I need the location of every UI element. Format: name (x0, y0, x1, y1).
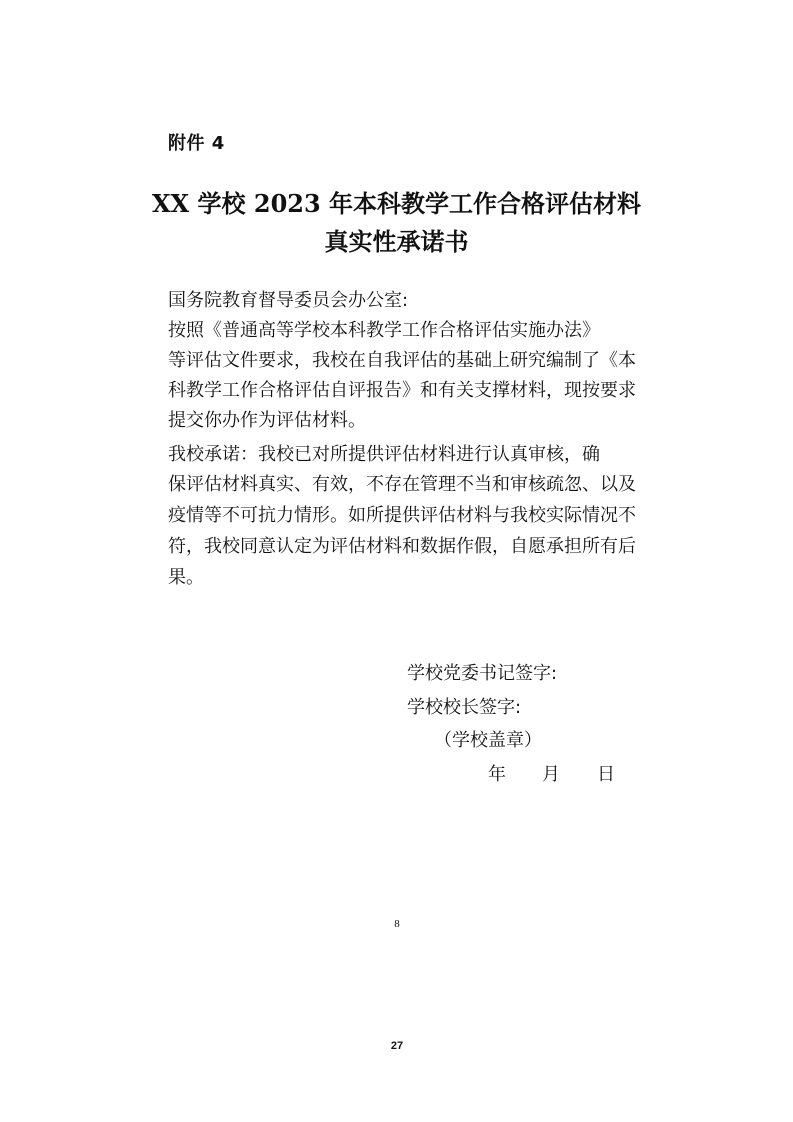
body-paragraph-line: 果。 (168, 567, 204, 588)
addressee-line: 国务院教育督导委员会办公室: (168, 290, 409, 311)
body-paragraph-line: 科教学工作合格评估自评报告》和有关支撑材料，现按要求 (168, 380, 636, 401)
document-title-line-2: 真实性承诺书 (324, 227, 469, 256)
document-title-line-1: XX 学校 2023 年本科教学工作合格评估材料 (151, 189, 642, 218)
party-secretary-signature-label: 学校党委书记签字: (407, 663, 558, 684)
date-year-label: 年 (488, 764, 506, 785)
body-paragraph-line: 我校承诺：我校已对所提供评估材料进行认真审核，确 (168, 444, 600, 465)
date-day-label: 日 (597, 764, 615, 785)
body-paragraph-line: 符，我校同意认定为评估材料和数据作假，自愿承担所有后 (168, 536, 636, 557)
body-paragraph-line: 保评估材料真实、有效，不存在管理不当和审核疏忽、以及 (168, 474, 636, 495)
body-paragraph-line: 提交你办作为评估材料。 (168, 410, 366, 431)
inner-page-number: 8 (394, 918, 400, 930)
body-paragraph-line: 疫情等不可抗力情形。如所提供评估材料与我校实际情况不 (168, 505, 636, 526)
attachment-label: 附件 4 (168, 133, 225, 154)
school-seal-label: （学校盖章） (434, 730, 542, 751)
body-paragraph-line: 按照《普通高等学校本科教学工作合格评估实施办法》 (168, 320, 600, 341)
outer-page-number: 27 (390, 1040, 404, 1052)
date-month-label: 月 (542, 764, 560, 785)
president-signature-label: 学校校长签字: (407, 697, 522, 718)
body-paragraph-line: 等评估文件要求，我校在自我评估的基础上研究编制了《本 (168, 350, 636, 371)
